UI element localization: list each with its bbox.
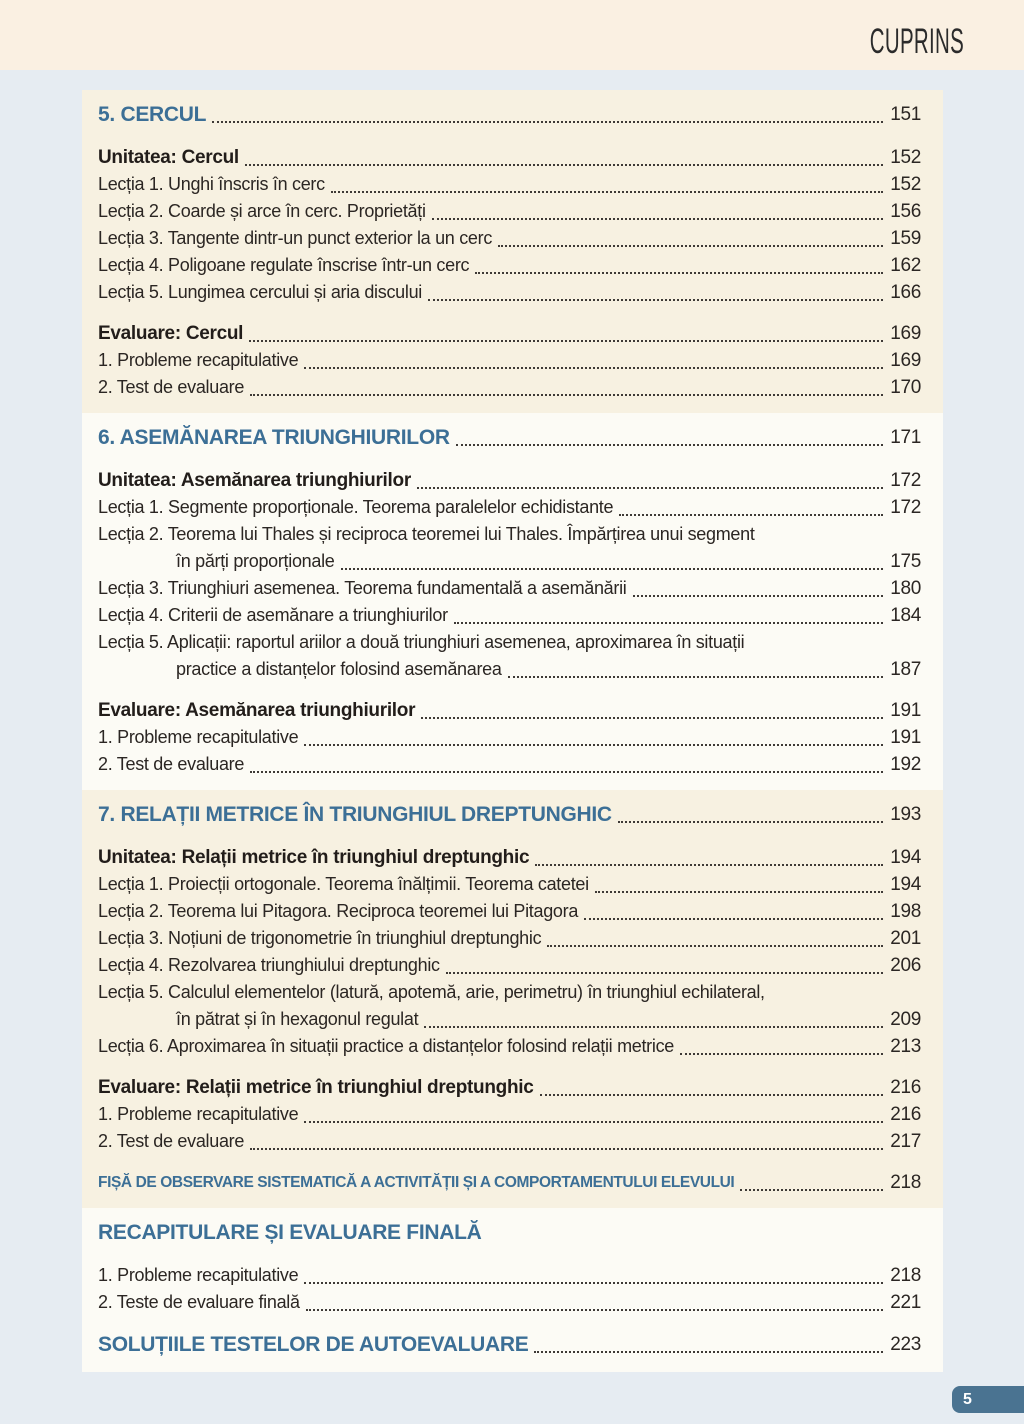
toc-entry-label: Lecția 2. Coarde și arce în cerc. Proprietăți <box>98 201 426 221</box>
toc-entry-page: 221 <box>890 1292 921 1313</box>
dotted-leader <box>212 121 883 123</box>
toc-lesson-row <box>98 198 921 225</box>
toc-entry-page: 216 <box>890 1077 921 1098</box>
toc-section-box-1 <box>82 90 943 413</box>
toc-entry-label: Lecția 2. Teorema lui Pitagora. Reciproca teoremei lui Pitagora <box>98 901 579 921</box>
toc-chapter-row <box>98 1330 921 1360</box>
toc-unit-row <box>98 144 921 171</box>
toc-entry-label: Lecția 3. Noțiuni de trigonometrie în triunghiul dreptunghic <box>98 928 542 948</box>
toc-entry-label: 5. CERCUL <box>98 103 207 126</box>
dotted-leader <box>456 444 883 446</box>
dotted-leader <box>428 299 883 301</box>
toc-lesson-row <box>98 871 921 898</box>
toc-section-box-2 <box>82 413 943 790</box>
toc-container <box>82 90 943 1372</box>
dotted-leader <box>454 622 883 624</box>
toc-chapter-row <box>98 423 921 453</box>
dotted-leader <box>740 1189 883 1191</box>
toc-entry-page: 223 <box>890 1334 921 1355</box>
toc-entry-label: 7. RELAȚII METRICE ÎN TRIUNGHIUL DREPTUNGHIC <box>98 803 612 826</box>
dotted-leader <box>633 595 884 597</box>
toc-entry-label: Lecția 4. Criterii de asemănare a triunghiurilor <box>98 605 448 625</box>
toc-section-box-4 <box>82 1208 943 1372</box>
toc-entry-label: Lecția 4. Poligoane regulate înscrise într-un cerc <box>98 255 470 275</box>
toc-entry-label: SOLUȚIILE TESTELOR DE AUTOEVALUARE <box>98 1333 529 1356</box>
toc-entry-page: 218 <box>890 1265 921 1286</box>
toc-entry-page: 180 <box>890 578 921 599</box>
toc-entry-page: 162 <box>890 255 921 276</box>
toc-item-row <box>98 1128 921 1155</box>
toc-entry-page: 169 <box>890 323 921 344</box>
toc-entry-label: în părți proporționale <box>176 551 335 571</box>
header-bar <box>0 0 1024 70</box>
dotted-leader <box>618 821 883 823</box>
toc-entry-label: Lecția 2. Teorema lui Thales și reciproca teoremei lui Thales. Împărțirea unui segment <box>98 524 755 544</box>
toc-entry-label: practice a distanțelor folosind asemănarea <box>176 659 502 679</box>
toc-entry-label: Lecția 6. Aproximarea în situații practice a distanțelor folosind relații metrice <box>98 1036 674 1056</box>
toc-entry-page: 192 <box>890 754 921 775</box>
toc-entry-label: Evaluare: Cercul <box>98 323 244 344</box>
dotted-leader <box>304 744 883 746</box>
toc-lesson-row <box>98 252 921 279</box>
dotted-leader <box>250 1148 883 1150</box>
toc-lesson-row <box>98 171 921 198</box>
dotted-leader <box>245 164 883 166</box>
toc-entry-label: Lecția 1. Segmente proporționale. Teorema paralelelor echidistante <box>98 497 614 517</box>
toc-lesson-row <box>98 952 921 979</box>
dotted-leader <box>304 367 883 369</box>
dotted-leader <box>535 864 883 866</box>
dotted-leader <box>547 945 883 947</box>
dotted-leader <box>540 1094 884 1096</box>
toc-entry-page: 216 <box>890 1104 921 1125</box>
dotted-leader <box>306 1309 883 1311</box>
dotted-leader <box>595 891 883 893</box>
toc-unit-row <box>98 467 921 494</box>
toc-lesson-row <box>98 521 921 548</box>
toc-lesson-row <box>98 979 921 1006</box>
toc-entry-page: 159 <box>890 228 921 249</box>
toc-lesson-row <box>98 602 921 629</box>
dotted-leader <box>249 340 883 342</box>
toc-entry-page: 201 <box>890 928 921 949</box>
toc-lesson-row-continuation <box>98 1006 921 1033</box>
toc-entry-page: 218 <box>890 1172 921 1193</box>
dotted-leader <box>331 191 883 193</box>
toc-entry-label: 1. Probleme recapitulative <box>98 350 299 370</box>
toc-entry-page: 194 <box>890 874 921 895</box>
toc-entry-label: 6. ASEMĂNAREA TRIUNGHIURILOR <box>98 426 450 449</box>
toc-chapter-row <box>98 800 921 830</box>
toc-item-row <box>98 751 921 778</box>
page-number-badge <box>952 1386 1024 1413</box>
toc-unit-row <box>98 1074 921 1101</box>
page-number: 5 <box>963 1390 972 1408</box>
toc-entry-page: 170 <box>890 377 921 398</box>
toc-entry-label: Evaluare: Relații metrice în triunghiul dreptunghic <box>98 1077 534 1098</box>
toc-entry-label: Lecția 4. Rezolvarea triunghiului dreptunghic <box>98 955 440 975</box>
toc-entry-page: 172 <box>890 497 921 518</box>
toc-entry-page: 184 <box>890 605 921 626</box>
toc-lesson-row <box>98 1033 921 1060</box>
dotted-leader <box>508 676 883 678</box>
dotted-leader <box>475 272 883 274</box>
toc-lesson-row <box>98 225 921 252</box>
toc-item-row <box>98 374 921 401</box>
toc-entry-label: Lecția 1. Proiecții ortogonale. Teorema înălțimii. Teorema catetei <box>98 874 589 894</box>
toc-entry-label: Unitatea: Cercul <box>98 147 239 168</box>
toc-chapter-row <box>98 100 921 130</box>
toc-lesson-row <box>98 925 921 952</box>
toc-item-row <box>98 1289 921 1316</box>
toc-entry-label: Unitatea: Asemănarea triunghiurilor <box>98 470 411 491</box>
toc-entry-label: Lecția 5. Aplicații: raportul ariilor a două triunghiuri asemenea, aproximarea în situații <box>98 632 745 652</box>
toc-entry-page: 194 <box>890 847 921 868</box>
toc-entry-label: 2. Test de evaluare <box>98 377 245 397</box>
dotted-leader <box>304 1282 883 1284</box>
dotted-leader <box>498 245 883 247</box>
toc-lesson-row <box>98 575 921 602</box>
toc-entry-label: 2. Test de evaluare <box>98 754 245 774</box>
toc-entry-label: în pătrat și în hexagonul regulat <box>176 1009 419 1029</box>
toc-entry-label: RECAPITULARE ȘI EVALUARE FINALĂ <box>98 1221 482 1244</box>
toc-lesson-row <box>98 898 921 925</box>
toc-entry-page: 152 <box>890 174 921 195</box>
toc-lesson-row-continuation <box>98 548 921 575</box>
toc-entry-page: 166 <box>890 282 921 303</box>
toc-entry-label: Lecția 3. Tangente dintr-un punct exterior la un cerc <box>98 228 493 248</box>
toc-entry-page: 217 <box>890 1131 921 1152</box>
page-title: CUPRINS <box>869 20 964 61</box>
toc-lesson-row <box>98 494 921 521</box>
toc-item-row <box>98 1101 921 1128</box>
dotted-leader <box>417 487 883 489</box>
dotted-leader <box>432 218 883 220</box>
toc-section-box-3 <box>82 790 943 1208</box>
toc-entry-page: 191 <box>890 727 921 748</box>
toc-entry-label: Lecția 3. Triunghiuri asemenea. Teorema fundamentală a asemănării <box>98 578 627 598</box>
toc-unit-row <box>98 844 921 871</box>
dotted-leader <box>421 717 883 719</box>
toc-entry-page: 209 <box>890 1009 921 1030</box>
dotted-leader <box>584 918 883 920</box>
toc-entry-page: 169 <box>890 350 921 371</box>
dotted-leader <box>619 514 883 516</box>
dotted-leader <box>341 568 883 570</box>
toc-item-row <box>98 347 921 374</box>
toc-entry-label: Evaluare: Asemănarea triunghiurilor <box>98 700 416 721</box>
dotted-leader <box>680 1053 883 1055</box>
toc-chapter-row <box>98 1169 921 1196</box>
toc-item-row <box>98 1262 921 1289</box>
toc-entry-label: Lecția 5. Lungimea cercului și aria discului <box>98 282 422 302</box>
toc-unit-row <box>98 697 921 724</box>
dotted-leader <box>250 771 883 773</box>
toc-entry-page: 187 <box>890 659 921 680</box>
toc-entry-page: 151 <box>890 104 921 125</box>
toc-entry-page: 198 <box>890 901 921 922</box>
toc-entry-page: 206 <box>890 955 921 976</box>
dotted-leader <box>424 1026 883 1028</box>
toc-unit-row <box>98 320 921 347</box>
toc-entry-label: FIȘĂ DE OBSERVARE SISTEMATICĂ A ACTIVITĂȚII ȘI A COMPORTAMENTULUI ELEVULUI <box>98 1174 735 1191</box>
toc-entry-label: Unitatea: Relații metrice în triunghiul dreptunghic <box>98 847 530 868</box>
toc-lesson-row <box>98 629 921 656</box>
dotted-leader <box>304 1121 883 1123</box>
toc-entry-page: 172 <box>890 470 921 491</box>
toc-entry-page: 152 <box>890 147 921 168</box>
toc-entry-page: 191 <box>890 700 921 721</box>
toc-entry-page: 193 <box>890 804 921 825</box>
toc-chapter-row <box>98 1218 921 1248</box>
toc-entry-label: 2. Teste de evaluare finală <box>98 1292 300 1312</box>
dotted-leader <box>534 1351 883 1353</box>
toc-entry-page: 171 <box>890 427 921 448</box>
toc-entry-label: Lecția 1. Unghi înscris în cerc <box>98 174 325 194</box>
toc-lesson-row <box>98 279 921 306</box>
toc-entry-label: 2. Test de evaluare <box>98 1131 245 1151</box>
toc-entry-page: 175 <box>890 551 921 572</box>
toc-entry-page: 156 <box>890 201 921 222</box>
toc-item-row <box>98 724 921 751</box>
dotted-leader <box>250 394 883 396</box>
toc-entry-label: 1. Probleme recapitulative <box>98 1104 299 1124</box>
toc-lesson-row-continuation <box>98 656 921 683</box>
toc-entry-label: 1. Probleme recapitulative <box>98 727 299 747</box>
toc-entry-label: 1. Probleme recapitulative <box>98 1265 299 1285</box>
toc-entry-label: Lecția 5. Calculul elementelor (latură, apotemă, arie, perimetru) în triunghiul echilateral, <box>98 982 765 1002</box>
dotted-leader <box>446 972 883 974</box>
toc-entry-page: 213 <box>890 1036 921 1057</box>
